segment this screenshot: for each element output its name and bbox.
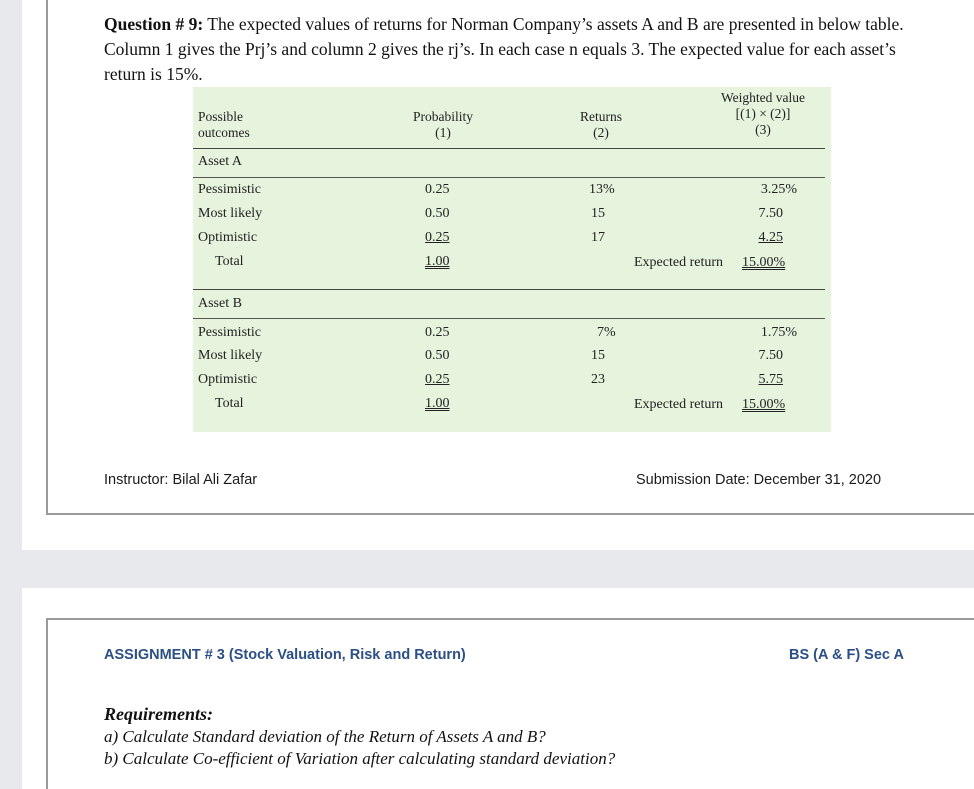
asset-a-row1-prob: 0.25 (425, 182, 450, 197)
question-text (104, 12, 934, 87)
asset-a-expected-value: 15.00% (742, 255, 786, 270)
asset-a-row2-return: 15 (591, 206, 605, 221)
header-outcomes-line2: outcomes (198, 125, 250, 140)
asset-a-row2-weighted: 7.50 (758, 206, 783, 221)
asset-b-row3-outcome: Optimistic (198, 372, 258, 387)
asset-b-label: Asset B (198, 296, 242, 311)
asset-a-row1-outcome: Pessimistic (198, 182, 262, 197)
header-weighted (708, 90, 818, 138)
asset-b-total-label: Total (215, 396, 244, 411)
asset-b-row1-outcome: Pessimistic (198, 325, 262, 340)
asset-a-row3-prob: 0.25 (425, 230, 450, 245)
assignment-title: ASSIGNMENT # 3 (Stock Valuation, Risk and Return) (104, 647, 466, 663)
requirements-title: Requirements: (104, 704, 214, 724)
asset-a-rule (193, 177, 825, 178)
header-wv-line3: (3) (755, 122, 771, 137)
asset-a-row2-outcome: Most likely (198, 206, 263, 221)
requirement-a: a) Calculate Standard deviation of the Return of Assets A and B? (104, 727, 546, 746)
header-wv-line2: [(1) × (2)] (735, 106, 791, 121)
asset-b-row3-return: 23 (591, 372, 605, 387)
returns-table (193, 87, 831, 432)
instructor-text: Instructor: Bilal Ali Zafar (104, 472, 258, 488)
question-label: Question # 9: (104, 14, 204, 34)
asset-b-row1-return: 7% (597, 325, 616, 340)
header-probability (398, 109, 488, 141)
asset-a-label: Asset A (198, 154, 242, 169)
asset-a-row1-weighted: 3.25% (760, 182, 797, 197)
header-ret-line2: (2) (593, 125, 609, 140)
header-outcomes-line1: Possible (198, 109, 244, 124)
header-ret-line1: Returns (580, 109, 622, 124)
asset-b-row1-weighted: 1.75% (760, 325, 797, 340)
asset-b-top-rule (193, 289, 825, 290)
asset-b-row2-weighted: 7.50 (758, 348, 783, 363)
asset-a-total-label: Total (215, 254, 244, 269)
asset-a-expected-label: Expected return (634, 255, 724, 270)
header-rule (193, 148, 825, 149)
asset-b-row2-prob: 0.50 (425, 348, 450, 363)
section-label: BS (A & F) Sec A (789, 647, 904, 663)
asset-b-row3-weighted: 5.75 (758, 372, 783, 387)
asset-a-row2-prob: 0.50 (425, 206, 450, 221)
submission-date: Submission Date: December 31, 2020 (636, 472, 882, 488)
asset-a-row1-return: 13% (589, 182, 615, 197)
question-body: The expected values of returns for Norman Company’s assets A and B are presented in below table. Column 1 gives the Prj’s and column 2 gives the rj’s. In each case n equals 3. The expected value for each asset’s return is 15%. (104, 14, 904, 84)
asset-b-expected-label: Expected return (634, 397, 724, 412)
asset-a-total-prob: 1.00 (425, 254, 450, 269)
asset-b-rule (193, 318, 825, 319)
header-wv-line1: Weighted value (720, 90, 805, 105)
asset-b-row1-prob: 0.25 (425, 325, 450, 340)
asset-b-total-prob: 1.00 (425, 396, 450, 411)
asset-b-row3-prob: 0.25 (425, 372, 450, 387)
requirement-b: b) Calculate Co-efficient of Variation after calculating standard deviation? (104, 749, 616, 768)
asset-b-row2-outcome: Most likely (198, 348, 263, 363)
header-outcomes (198, 109, 250, 141)
asset-b-row2-return: 15 (591, 348, 605, 363)
asset-a-row3-weighted: 4.25 (758, 230, 783, 245)
asset-b-expected-value: 15.00% (742, 397, 786, 412)
header-prob-line2: (1) (435, 125, 451, 140)
header-prob-line1: Probability (413, 109, 473, 124)
asset-a-row3-return: 17 (591, 230, 605, 245)
asset-a-row3-outcome: Optimistic (198, 230, 258, 245)
header-returns (566, 109, 636, 141)
